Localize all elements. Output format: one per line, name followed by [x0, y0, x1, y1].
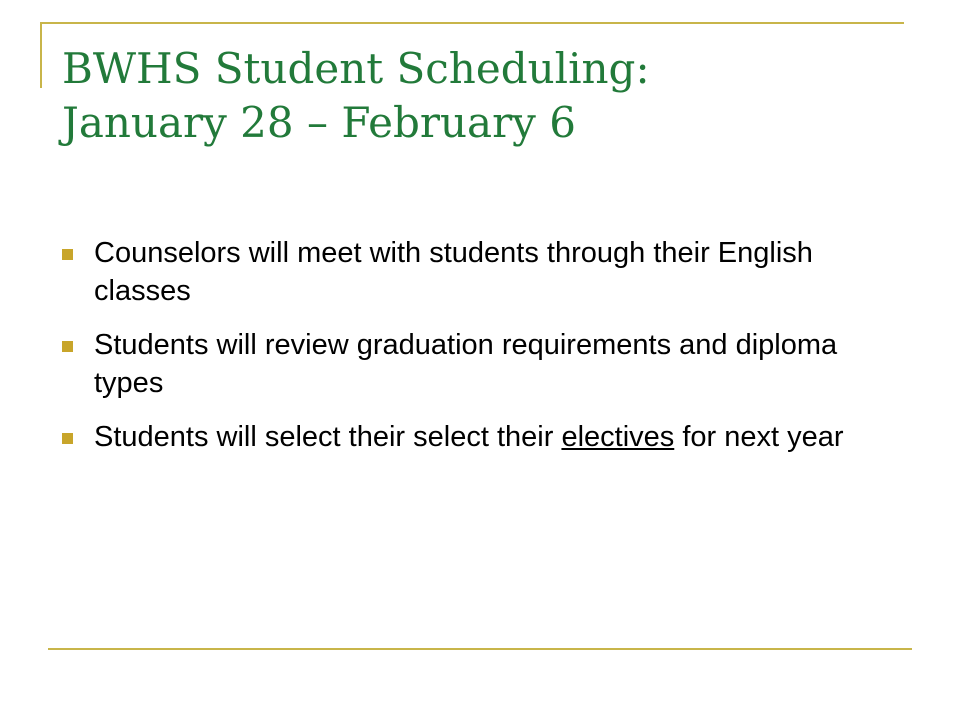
square-bullet-icon — [62, 249, 73, 260]
electives-underlined-text: electives — [561, 421, 675, 453]
slide-title — [62, 42, 922, 150]
title-line-1: BWHS Student Scheduling: — [62, 44, 650, 93]
bullet-item — [62, 418, 902, 456]
bullet-text-after: for next year — [674, 421, 844, 453]
bullet-item — [62, 326, 902, 402]
bullet-item — [62, 234, 902, 310]
bullet-text: Counselors will meet with students through their English classes — [94, 237, 813, 307]
square-bullet-icon — [62, 433, 73, 444]
square-bullet-icon — [62, 341, 73, 352]
bottom-rule — [48, 648, 912, 650]
left-rule — [40, 22, 42, 88]
bullet-text: Students will review graduation requirements and diploma types — [94, 329, 838, 399]
bullet-list — [62, 234, 902, 472]
title-line-2: January 28 – February 6 — [62, 98, 576, 147]
bullet-text-before: Students will select their select their — [94, 421, 562, 453]
top-rule — [40, 22, 904, 24]
